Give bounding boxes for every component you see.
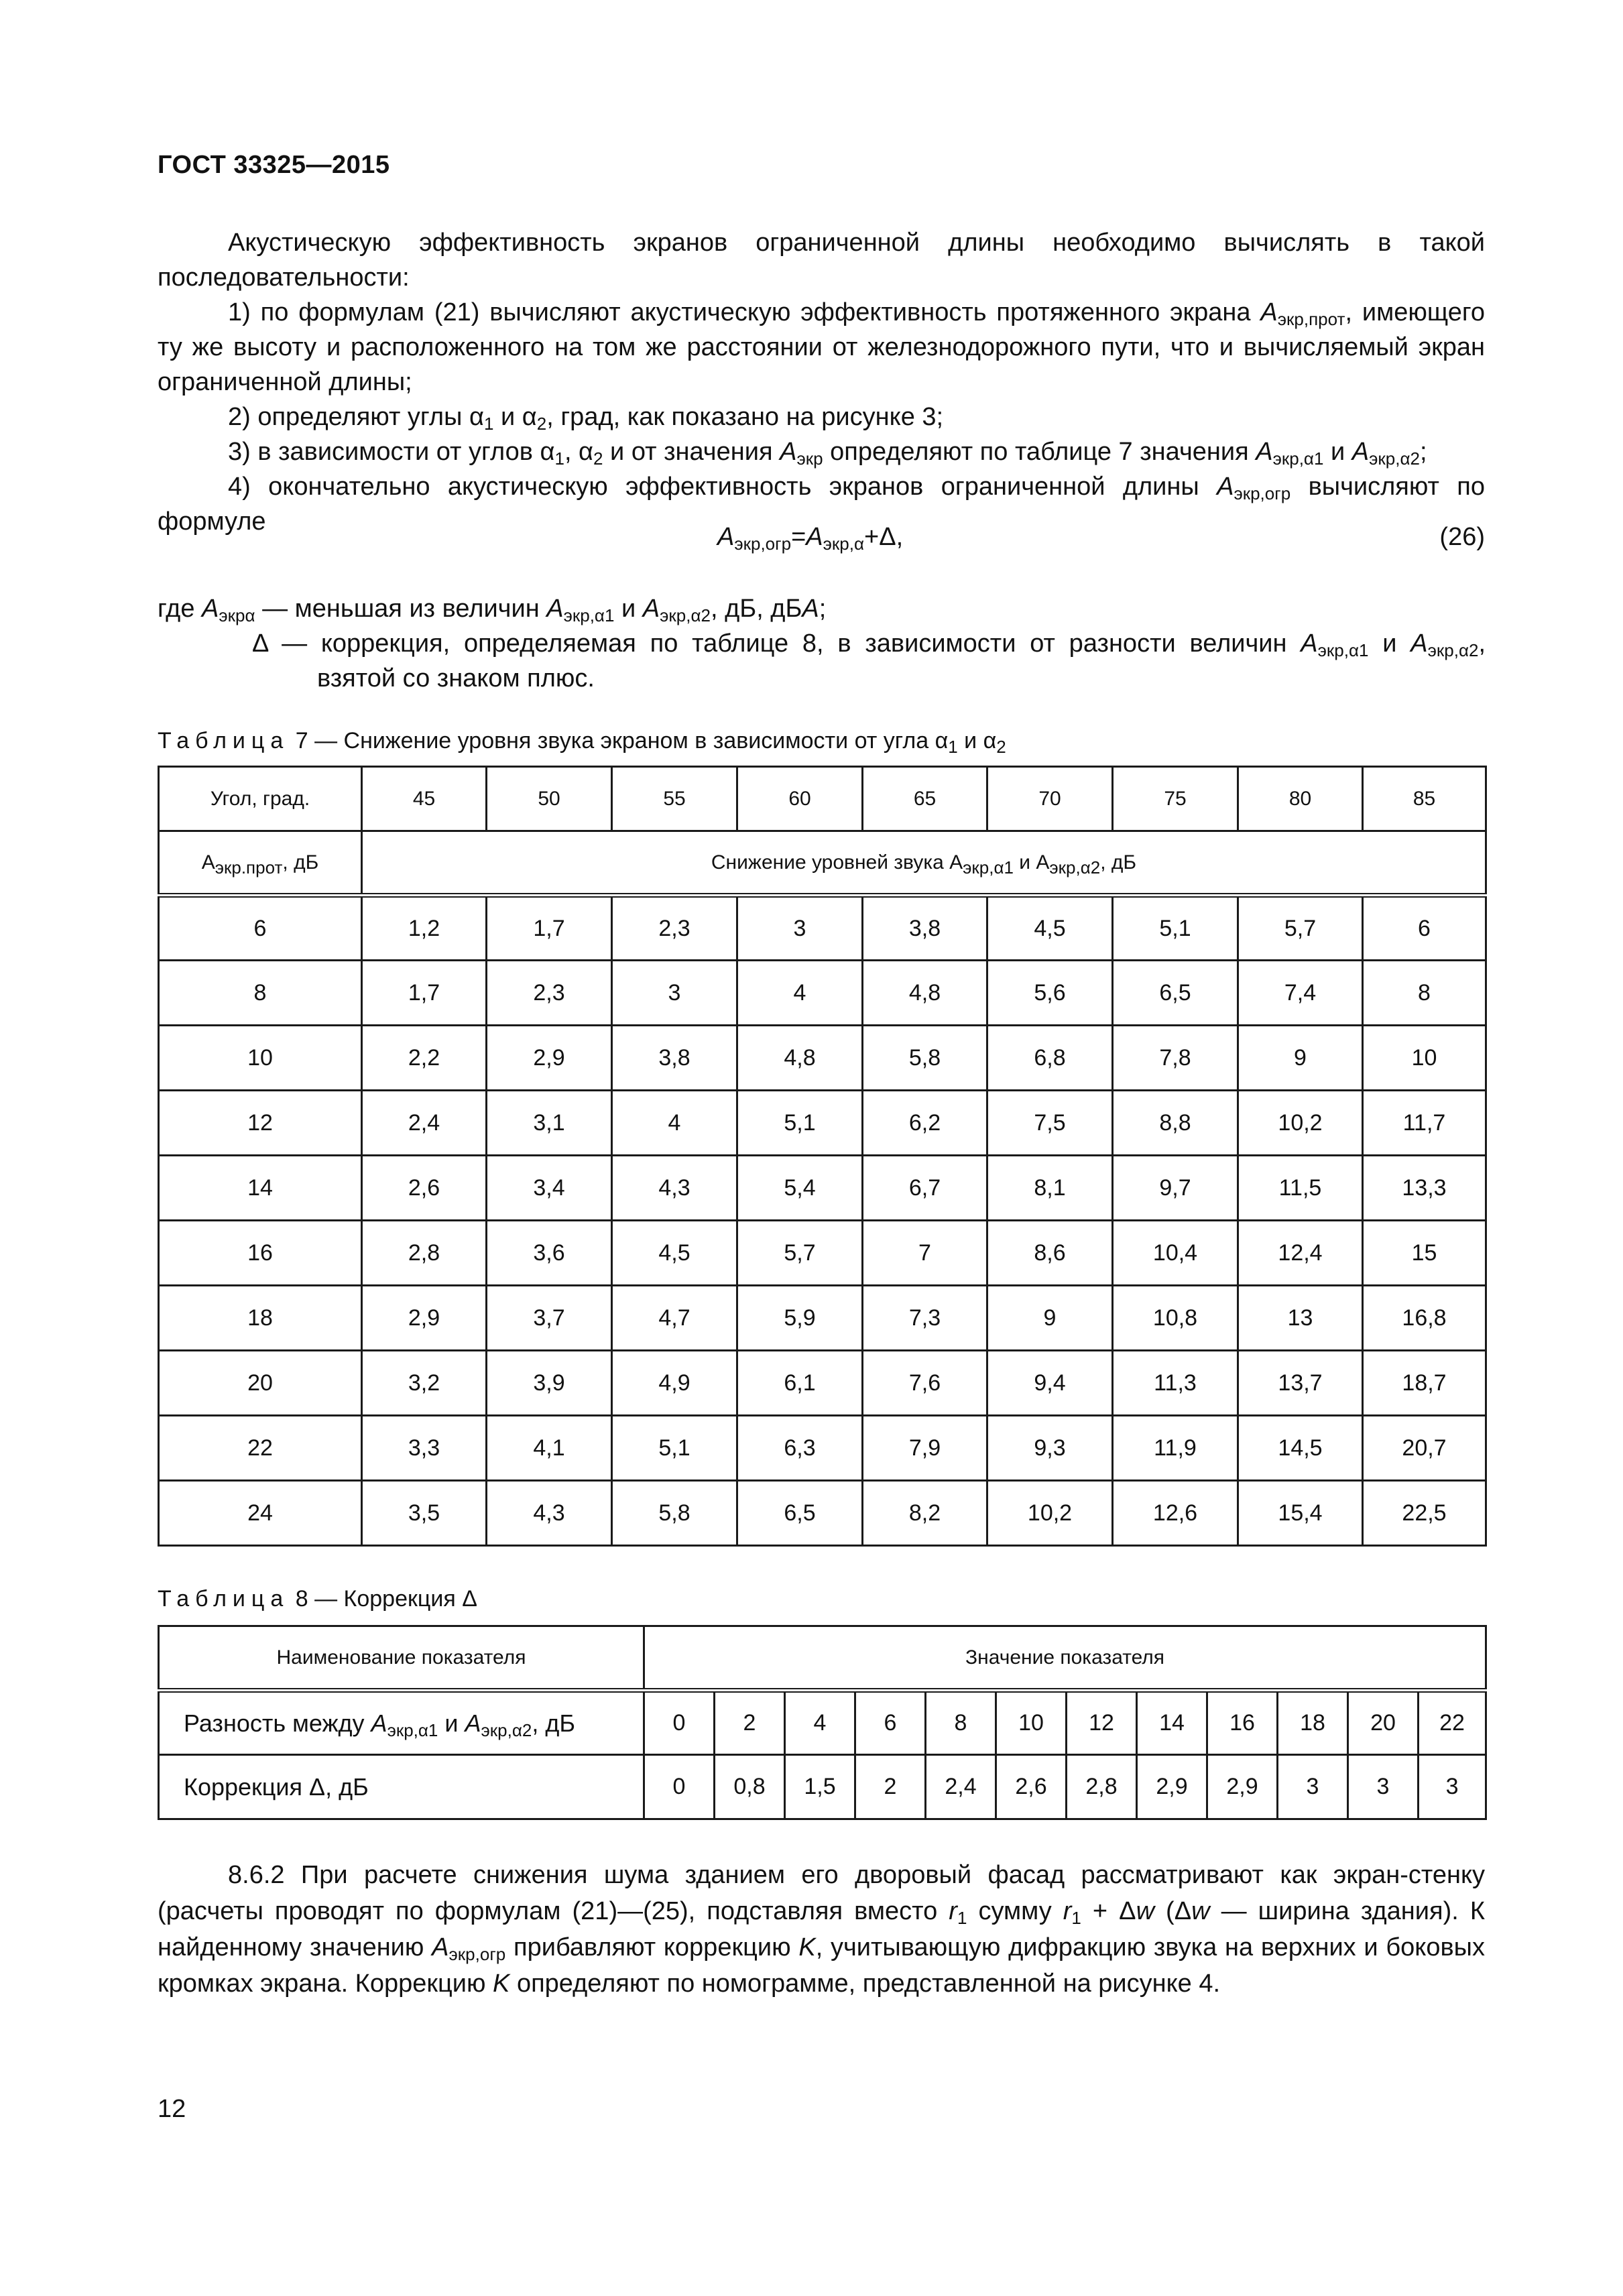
table7-cell: 12,4 [1238, 1221, 1363, 1286]
table7-cell: 2,9 [487, 1026, 612, 1091]
table7-cell: 3,3 [362, 1416, 487, 1481]
where-text: , дБ, дБ [710, 595, 802, 623]
table7-cell: 5,8 [863, 1026, 987, 1091]
caption-text: и α [957, 728, 997, 753]
table8-correction-cell: 3 [1348, 1755, 1419, 1819]
symbol-a: A [202, 595, 219, 623]
table7-cell: 4 [612, 1091, 737, 1156]
step-3-text-end: ; [1419, 438, 1427, 466]
table7-cell: 4 [737, 961, 863, 1026]
table7-cell: 11,9 [1113, 1416, 1238, 1481]
subscript: экр,огр [734, 534, 792, 554]
para-text: прибавляют коррекцию [505, 1933, 799, 1961]
table8-difference-cell: 8 [926, 1691, 996, 1755]
subscript: 1 [1071, 1908, 1081, 1928]
table7-cell: 2,9 [362, 1286, 487, 1351]
table8-difference-cell: 22 [1419, 1691, 1486, 1755]
step-2-text-end: , град, как показано на рисунке 3; [546, 403, 944, 431]
table7-cell: 6,5 [1113, 961, 1238, 1026]
table7-corner-attenuation [159, 831, 362, 896]
table7-cell: 6,5 [737, 1481, 863, 1546]
symbol-k: K [798, 1933, 816, 1961]
intro-text: Акустическую эффективность экранов ограниченной длины необходимо вычислять в такой последовательности: [158, 229, 1485, 292]
unit-a: A [802, 595, 819, 623]
unit: , дБ [282, 851, 319, 873]
table7-corner-angle: Угол, град. [159, 767, 362, 831]
table7-cell: 5,8 [612, 1481, 737, 1546]
subscript: экр,α2 [660, 605, 711, 625]
formula-number: (26) [1439, 523, 1485, 551]
table7-caption [158, 728, 1006, 757]
table7-row [159, 896, 1486, 961]
subscript: 2 [593, 448, 603, 469]
step-1 [158, 295, 1485, 400]
page-number: 12 [158, 2095, 186, 2123]
where-text: и [1368, 629, 1411, 658]
step-2-text-mid: и α [493, 403, 537, 431]
table8-difference-cell: 14 [1137, 1691, 1207, 1755]
table7-cell: 12,6 [1113, 1481, 1238, 1546]
symbol-a: A [1410, 629, 1428, 658]
symbol-a: A [1260, 298, 1278, 326]
para-text: определяют по номограмме, представленной на рисунке 4. [509, 1970, 1221, 1998]
step-4-text: 4) окончательно акустическую эффективность экранов ограниченной длины [228, 473, 1217, 501]
table7-row [159, 1091, 1486, 1156]
table7-cell: 5,4 [737, 1156, 863, 1221]
table7-cell: 11,7 [1363, 1091, 1486, 1156]
step-3-text: и от значения [603, 438, 780, 466]
table7-cell: 3,2 [362, 1351, 487, 1416]
table7-cell: 7,6 [863, 1351, 987, 1416]
table7-cell: 5,1 [1113, 896, 1238, 961]
subscript: экр [796, 448, 823, 469]
table7-row [159, 1351, 1486, 1416]
table7-cell: 7,8 [1113, 1026, 1238, 1091]
table8-row2-label: Коррекция Δ, дБ [159, 1755, 644, 1819]
span-text: и A [1013, 851, 1050, 873]
symbol-a: A [780, 438, 797, 466]
subscript: экр,α2 [1369, 448, 1420, 469]
table7-cell: 5,7 [1238, 896, 1363, 961]
table7-angle: 80 [1238, 767, 1363, 831]
table7-cell: 13,7 [1238, 1351, 1363, 1416]
table7-cell: 10,8 [1113, 1286, 1238, 1351]
table7-cell: 16,8 [1363, 1286, 1486, 1351]
symbol-a: A [432, 1933, 449, 1961]
table7-cell: 10 [1363, 1026, 1486, 1091]
table7-row [159, 1481, 1486, 1546]
table7-cell: 11,3 [1113, 1351, 1238, 1416]
table7-cell: 5,7 [737, 1221, 863, 1286]
table7-cell: 10,2 [987, 1481, 1113, 1546]
table7-cell: 2,8 [362, 1221, 487, 1286]
table7-cell: 4,3 [612, 1156, 737, 1221]
table7-cell: 6,2 [863, 1091, 987, 1156]
table7-cell: 5,1 [612, 1416, 737, 1481]
table8-correction-cell: 3 [1278, 1755, 1348, 1819]
table7-cell: 4,5 [987, 896, 1113, 961]
where-text: — меньшая из величин [255, 595, 547, 623]
table7-cell: 4,5 [612, 1221, 737, 1286]
table8-correction-cell: 2,9 [1207, 1755, 1278, 1819]
table7-cell: 3,5 [362, 1481, 487, 1546]
table7-cell: 7,9 [863, 1416, 987, 1481]
where-line-2 [252, 626, 1486, 661]
table7-row-attenuation: 22 [159, 1416, 362, 1481]
table7-cell: 10,2 [1238, 1091, 1363, 1156]
subscript: 1 [554, 448, 564, 469]
table7-cell: 9,4 [987, 1351, 1113, 1416]
table7-cell: 6,3 [737, 1416, 863, 1481]
table7-cell: 7 [863, 1221, 987, 1286]
symbol-a: A [717, 523, 735, 551]
document-header: ГОСТ 33325—2015 [158, 151, 390, 179]
step-2-text: 2) определяют углы α [228, 403, 484, 431]
subscript: 1 [483, 414, 494, 434]
subscript: экр,α1 [963, 857, 1014, 878]
where-text: , [1478, 629, 1486, 658]
table7-row [159, 1286, 1486, 1351]
table7-cell: 2,2 [362, 1026, 487, 1091]
symbol-a: A [201, 851, 215, 873]
subscript: экр,α [823, 534, 865, 554]
table7-cell: 1,2 [362, 896, 487, 961]
table8-col-name: Наименование показателя [159, 1626, 644, 1691]
table7-cell: 1,7 [362, 961, 487, 1026]
step-3-text: 3) в зависимости от углов α [228, 438, 555, 466]
table7-subheader-row [159, 831, 1486, 896]
table7-row-attenuation: 6 [159, 896, 362, 961]
subscript: экр,α2 [481, 1719, 532, 1740]
label-text: , дБ [532, 1709, 575, 1737]
symbol-a: A [1217, 473, 1234, 501]
span-text: , дБ [1100, 851, 1137, 873]
symbol-a: A [546, 595, 564, 623]
subscript: экр,прот [1277, 309, 1345, 329]
table8-difference-cell: 20 [1348, 1691, 1419, 1755]
delta-symbol: Δ [252, 629, 268, 658]
table7-angle: 70 [987, 767, 1113, 831]
table7-cell: 15 [1363, 1221, 1486, 1286]
caption-word: Таблица [158, 1586, 290, 1612]
table7-angle: 60 [737, 767, 863, 831]
step-3-text: определяют по таблице 7 значения [823, 438, 1256, 466]
table7-cell: 7,3 [863, 1286, 987, 1351]
subscript: экр,α1 [1272, 448, 1324, 469]
table7-span-header [362, 831, 1486, 896]
table7-row [159, 1221, 1486, 1286]
table7-cell: 6,7 [863, 1156, 987, 1221]
table8-difference-cell: 2 [715, 1691, 785, 1755]
subscript: 1 [948, 737, 958, 757]
table8-correction-cell: 2 [855, 1755, 926, 1819]
table7-row-attenuation: 12 [159, 1091, 362, 1156]
intro-paragraph [158, 225, 1485, 295]
table8-difference-cell: 12 [1067, 1691, 1137, 1755]
step-3 [158, 434, 1485, 469]
table7-row-attenuation: 16 [159, 1221, 362, 1286]
table7-cell: 5,6 [987, 961, 1113, 1026]
table7-row [159, 1156, 1486, 1221]
table7-row [159, 1026, 1486, 1091]
symbol-a: A [806, 523, 823, 551]
where-text: и [614, 595, 643, 623]
formula-tail: +Δ, [864, 523, 904, 551]
table8-col-value: Значение показателя [644, 1626, 1486, 1691]
table8 [158, 1625, 1487, 1820]
table7-angle: 50 [487, 767, 612, 831]
table7-cell: 14,5 [1238, 1416, 1363, 1481]
subscript: экр,α1 [563, 605, 615, 625]
table8-row-difference [159, 1691, 1486, 1755]
label-text: Разность между [184, 1709, 371, 1737]
where-text: ; [819, 595, 827, 623]
subscript: экр,α1 [387, 1719, 438, 1740]
symbol-a: A [465, 1709, 481, 1737]
symbol-k: K [493, 1970, 510, 1998]
step-1-text-end: , имеющего ту же высоту и расположенного на том же расстоянии от железнодорожного пути, что и вычисляемый экран ограниченной длины; [158, 298, 1485, 396]
table7-cell: 2,3 [612, 896, 737, 961]
table8-row1-label [159, 1691, 644, 1755]
caption-word: Таблица [158, 728, 290, 753]
table7-cell: 11,5 [1238, 1156, 1363, 1221]
para-text: , учитывающую дифракцию звука на верхних и боковых кромках экрана. Коррекцию [158, 1933, 1485, 1998]
table8-correction-cell: 0 [644, 1755, 715, 1819]
where-line-3: взятой со знаком плюс. [317, 664, 595, 692]
symbol-r: r [949, 1897, 957, 1925]
table7-angle: 85 [1363, 767, 1486, 831]
table8-correction-cell: 1,5 [785, 1755, 855, 1819]
symbol-w: w [1136, 1897, 1155, 1925]
subscript: экр,огр [448, 1944, 506, 1964]
symbol-a: A [1256, 438, 1273, 466]
table7-cell: 7,4 [1238, 961, 1363, 1026]
table7-row [159, 961, 1486, 1026]
table7-cell: 4,8 [863, 961, 987, 1026]
table7-cell: 3,8 [863, 896, 987, 961]
table7-angle: 75 [1113, 767, 1238, 831]
table7-cell: 3 [612, 961, 737, 1026]
subscript: 1 [957, 1908, 967, 1928]
para-text: — ширина здания). К найденному значению [158, 1897, 1485, 1961]
symbol-a: A [371, 1709, 387, 1737]
table7-cell: 6 [1363, 896, 1486, 961]
subscript: экр,огр [1234, 483, 1291, 503]
table7-row-attenuation: 20 [159, 1351, 362, 1416]
table7-cell: 9,3 [987, 1416, 1113, 1481]
table8-difference-cell: 0 [644, 1691, 715, 1755]
subscript: экр,α2 [1049, 857, 1101, 878]
paragraph-8-6-2 [158, 1857, 1485, 2002]
subscript: экр,α2 [1427, 640, 1479, 660]
table7-cell: 2,6 [362, 1156, 487, 1221]
table7-cell: 2,4 [362, 1091, 487, 1156]
table7-cell: 4,9 [612, 1351, 737, 1416]
table7-cell: 13,3 [1363, 1156, 1486, 1221]
table8-difference-cell: 4 [785, 1691, 855, 1755]
table7-cell: 3,9 [487, 1351, 612, 1416]
step-2 [158, 400, 1485, 434]
step-4-text-end: вычисляют по формуле [158, 473, 1485, 536]
symbol-a: A [1351, 438, 1370, 466]
table7-cell: 8,8 [1113, 1091, 1238, 1156]
where-text: — коррекция, определяемая по таблице 8, в зависимости от разности величин [267, 629, 1301, 658]
subscript: экрα [219, 605, 255, 625]
table7-cell: 1,7 [487, 896, 612, 961]
table7-row-attenuation: 8 [159, 961, 362, 1026]
equals-sign: = [791, 523, 806, 551]
table7-angle: 65 [863, 767, 987, 831]
table7-cell: 8,6 [987, 1221, 1113, 1286]
table8-correction-cell: 0,8 [715, 1755, 785, 1819]
para-text: (Δ [1154, 1897, 1192, 1925]
para-text: + Δ [1081, 1897, 1136, 1925]
table7-cell: 20,7 [1363, 1416, 1486, 1481]
subscript: 2 [996, 737, 1006, 757]
table7-cell: 9,7 [1113, 1156, 1238, 1221]
table7-cell: 4,3 [487, 1481, 612, 1546]
table8-correction-cell: 2,9 [1137, 1755, 1207, 1819]
table7-cell: 15,4 [1238, 1481, 1363, 1546]
subscript: 2 [536, 414, 547, 434]
table7-row-attenuation: 14 [159, 1156, 362, 1221]
table7-cell: 2,3 [487, 961, 612, 1026]
table7-cell: 22,5 [1363, 1481, 1486, 1546]
table7-cell: 3,4 [487, 1156, 612, 1221]
table7-cell: 5,9 [737, 1286, 863, 1351]
table7-row [159, 1416, 1486, 1481]
caption-text: 7 — Снижение уровня звука экраном в зависимости от угла α [289, 728, 949, 753]
table7-cell: 9 [987, 1286, 1113, 1351]
para-text: сумму [967, 1897, 1063, 1925]
table8-caption [158, 1586, 477, 1612]
formula-26 [717, 523, 903, 552]
table8-difference-cell: 18 [1278, 1691, 1348, 1755]
table7-cell: 4,1 [487, 1416, 612, 1481]
span-text: Снижение уровней звука A [711, 851, 963, 873]
step-3-text: , α [564, 438, 594, 466]
table7-cell: 4,7 [612, 1286, 737, 1351]
table7-cell: 9 [1238, 1026, 1363, 1091]
subscript: экр.прот [215, 857, 283, 878]
table7-cell: 13 [1238, 1286, 1363, 1351]
table7-cell: 8,1 [987, 1156, 1113, 1221]
table7-cell: 7,5 [987, 1091, 1113, 1156]
table8-correction-cell: 3 [1419, 1755, 1486, 1819]
subscript: экр,α1 [1317, 640, 1369, 660]
where-line-1 [158, 591, 1485, 626]
table8-correction-cell: 2,8 [1067, 1755, 1137, 1819]
table7-cell: 8,2 [863, 1481, 987, 1546]
table7-cell: 18,7 [1363, 1351, 1486, 1416]
table7-cell: 3,8 [612, 1026, 737, 1091]
table7-cell: 5,1 [737, 1091, 863, 1156]
table7-cell: 3,1 [487, 1091, 612, 1156]
table7-row-attenuation: 18 [159, 1286, 362, 1351]
table7-cell: 3 [737, 896, 863, 961]
table7-angle: 55 [612, 767, 737, 831]
symbol-w: w [1191, 1897, 1210, 1925]
symbol-a: A [642, 595, 660, 623]
table7-cell: 8 [1363, 961, 1486, 1026]
table8-difference-cell: 16 [1207, 1691, 1278, 1755]
table7-angle: 45 [362, 767, 487, 831]
symbol-a: A [1301, 629, 1318, 658]
table7-row-attenuation: 10 [159, 1026, 362, 1091]
table7 [158, 766, 1487, 1547]
table7-header-row [159, 767, 1486, 831]
where-lead: где [158, 595, 202, 623]
symbol-r: r [1063, 1897, 1072, 1925]
table7-cell: 6,1 [737, 1351, 863, 1416]
table7-row-attenuation: 24 [159, 1481, 362, 1546]
step-1-text: 1) по формулам (21) вычисляют акустическую эффективность протяженного экрана [228, 298, 1261, 326]
table7-cell: 6,8 [987, 1026, 1113, 1091]
table8-correction-cell: 2,6 [996, 1755, 1067, 1819]
table7-cell: 3,7 [487, 1286, 612, 1351]
table8-correction-cell: 2,4 [926, 1755, 996, 1819]
table7-cell: 4,8 [737, 1026, 863, 1091]
para-text: 8.6.2 При расчете снижения шума зданием его дворовый фасад рассматривают как экран-стенку (расчеты проводят по формулам (21)—(25), подставляя вместо [158, 1861, 1485, 1925]
table7-cell: 10,4 [1113, 1221, 1238, 1286]
table8-difference-cell: 6 [855, 1691, 926, 1755]
table8-difference-cell: 10 [996, 1691, 1067, 1755]
label-text: и [438, 1709, 465, 1737]
table8-header-row [159, 1626, 1486, 1691]
table7-cell: 3,6 [487, 1221, 612, 1286]
table8-row-correction [159, 1755, 1486, 1819]
step-3-text: и [1323, 438, 1352, 466]
caption-text: 8 — Коррекция Δ [289, 1586, 477, 1612]
